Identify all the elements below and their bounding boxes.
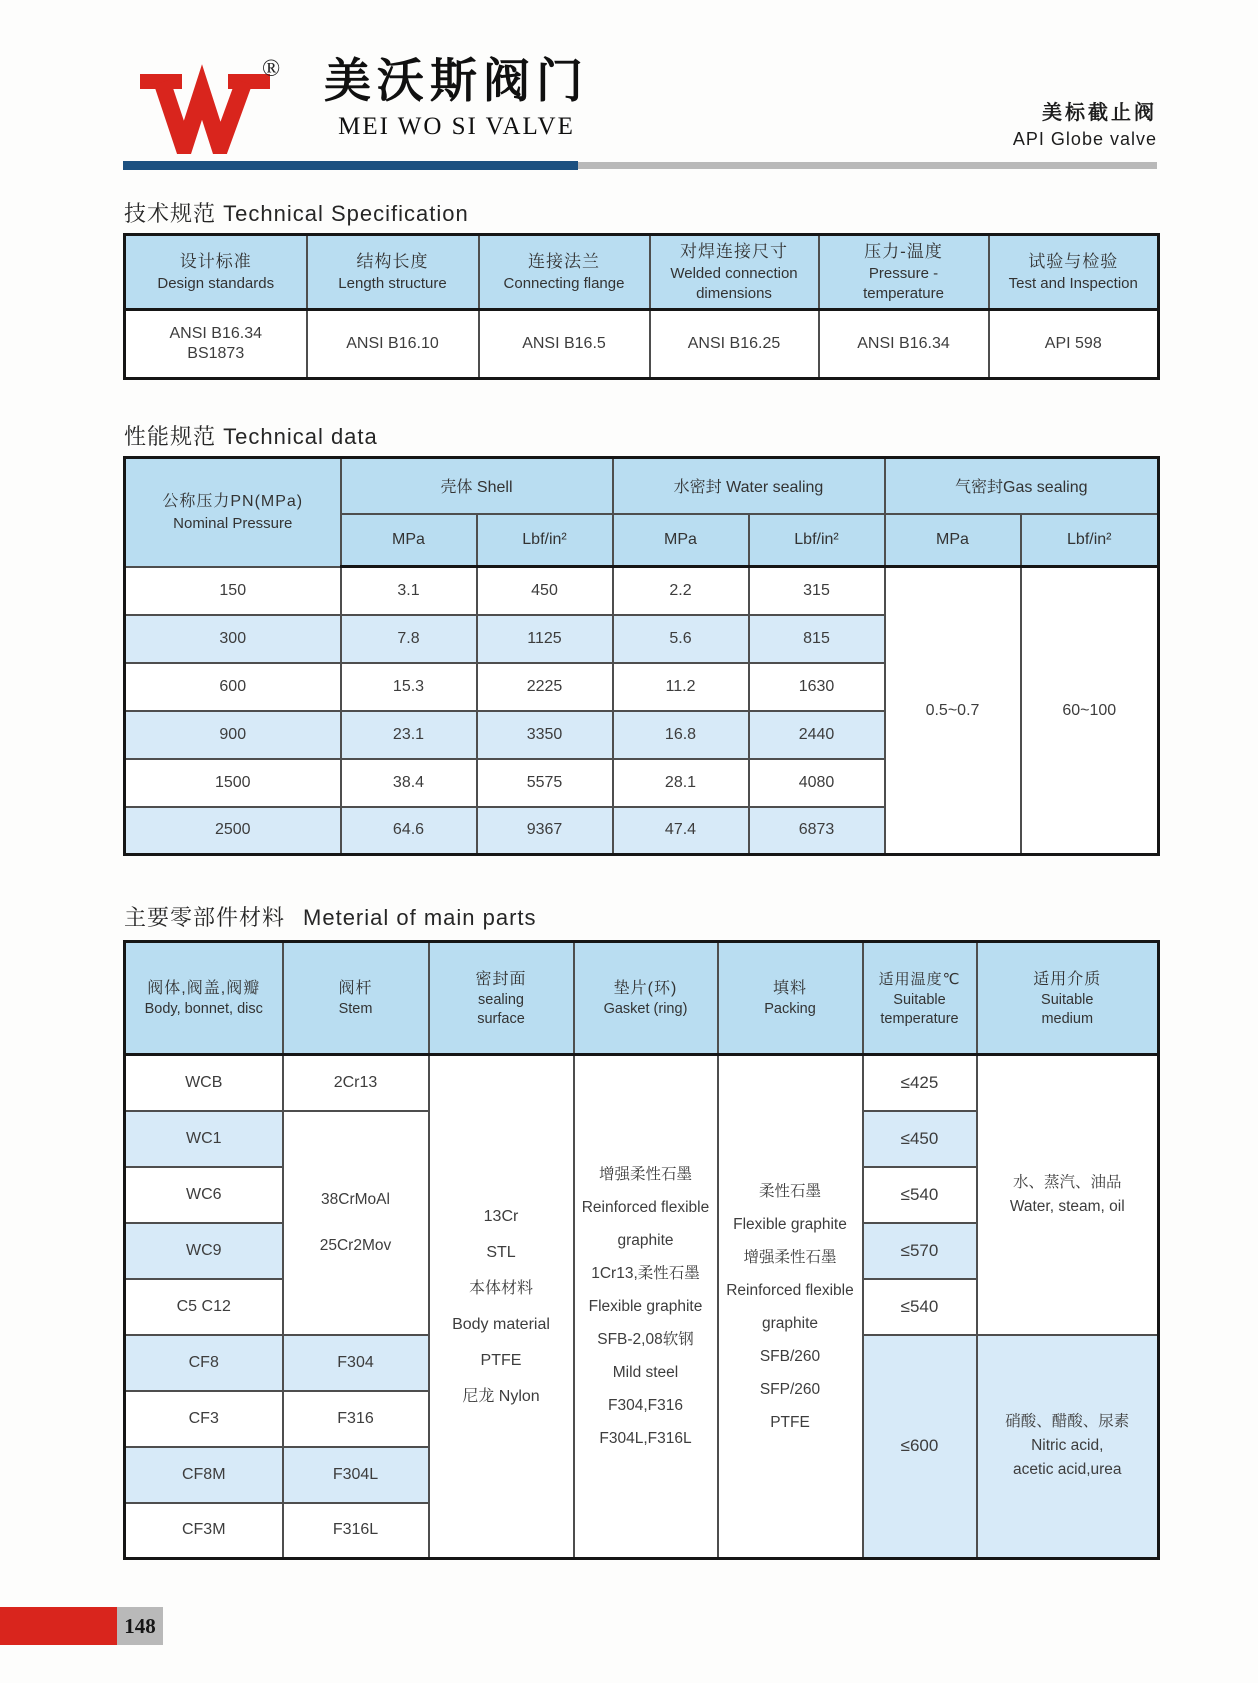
value-line: PTFE [770, 1413, 810, 1431]
technical-data-table [123, 456, 1160, 856]
value-line: F304L,F316L [599, 1430, 692, 1447]
value-line: 38CrMoAl [321, 1190, 390, 1208]
spec-value-pressure-temperature: ANSI B16.34 [819, 310, 989, 379]
cn-label: 连接法兰 [528, 252, 600, 271]
en-label: surface [477, 1010, 525, 1027]
cn-label: 结构长度 [356, 252, 429, 271]
en-label: Length structure [338, 275, 447, 292]
temperature-cell: ≤425 [863, 1055, 977, 1111]
cn-label: 对焊连接尺寸 [680, 242, 788, 261]
medium-merged-cell-bottom [977, 1335, 1159, 1559]
shell-lbf-cell: 3350 [477, 711, 613, 759]
section-title-en: Meterial of main parts [303, 905, 537, 930]
spec-header-welded-connection [650, 235, 819, 310]
value-line: SFB-2,08软钢 [597, 1331, 694, 1348]
shell-lbf-cell: 2225 [477, 663, 613, 711]
cn-label: 阀体,阀盖,阀瓣 [147, 980, 261, 997]
stem-material-cell: 2Cr13 [283, 1055, 429, 1111]
spec-header-test-inspection [989, 235, 1159, 310]
spec-value-row [125, 310, 1159, 379]
pressure-class-cell: 900 [125, 711, 341, 759]
water-mpa-cell: 16.8 [613, 711, 749, 759]
spec-header-design-standards [125, 235, 307, 310]
value-line: Mild steel [612, 1364, 679, 1381]
cn-label: 适用介质 [1033, 970, 1102, 988]
spec-value-length-structure: ANSI B16.10 [307, 310, 479, 379]
perf-unit-shell-lbf: Lbf/in² [477, 514, 613, 567]
value-line: 尼龙 Nylon [462, 1387, 540, 1405]
body-material-cell: C5 C12 [125, 1279, 283, 1335]
temperature-merged-cell: ≤600 [863, 1335, 977, 1559]
cn-label: 公称压力PN(MPa) [162, 493, 304, 511]
en-label: temperature [863, 285, 944, 302]
value-line: 硝酸、醋酸、尿素 [1005, 1413, 1130, 1431]
cn-label: 试验与检验 [1028, 252, 1119, 271]
value-line: 25Cr2Mov [319, 1236, 392, 1254]
table-row [125, 1055, 1159, 1111]
material-header-suitable-medium [977, 942, 1159, 1055]
sealing-surface-merged-cell [429, 1055, 574, 1559]
en-label: Suitable [893, 991, 946, 1008]
value-line: ANSI B16.34 [169, 325, 262, 342]
spec-header-connecting-flange [479, 235, 650, 310]
perf-unit-gas-mpa: MPa [885, 514, 1021, 567]
logo-w-icon [136, 62, 276, 154]
material-header-packing [718, 942, 863, 1055]
body-material-cell: WC9 [125, 1223, 283, 1279]
product-title-cn: 美标截止阀 [1042, 102, 1157, 124]
value-line: 13Cr [483, 1207, 519, 1225]
gas-mpa-merged-cell: 0.5~0.7 [885, 567, 1021, 855]
brand-block [284, 50, 629, 142]
perf-unit-water-mpa: MPa [613, 514, 749, 567]
page-footer [0, 1607, 163, 1645]
value-line: SFP/260 [759, 1380, 821, 1398]
pressure-class-cell: 600 [125, 663, 341, 711]
cn-label: 阀杆 [338, 980, 373, 997]
pressure-class-cell: 1500 [125, 759, 341, 807]
value-line: 增强柔性石墨 [598, 1166, 692, 1183]
spec-header-row [125, 235, 1159, 310]
en-label: Packing [764, 1001, 816, 1017]
water-lbf-cell: 6873 [749, 807, 885, 855]
temperature-cell: ≤450 [863, 1111, 977, 1167]
table-row [125, 567, 1159, 615]
value-line: Flexible graphite [588, 1298, 703, 1315]
footer-red-bar [0, 1607, 117, 1645]
body-material-cell: CF3M [125, 1503, 283, 1559]
spec-header-pressure-temperature [819, 235, 989, 310]
gasket-merged-cell [574, 1055, 718, 1559]
divider-gray-bar [578, 162, 1157, 169]
value-line: Reinforced flexible [581, 1199, 710, 1216]
product-title-en: API Globe valve [1012, 129, 1157, 149]
shell-mpa-cell: 64.6 [341, 807, 477, 855]
section-title-cn: 主要零部件材料 [124, 905, 286, 930]
section-title-technical-specification: 技术规范 Technical Specification [124, 201, 469, 226]
en-label: Welded connection [670, 265, 798, 282]
en-label: Design standards [157, 275, 275, 292]
perf-group-gas-sealing: 气密封Gas sealing [885, 458, 1159, 514]
body-material-cell: CF8 [125, 1335, 283, 1391]
material-header-row [125, 942, 1159, 1055]
en-label: Suitable [1041, 991, 1094, 1008]
header-divider [123, 161, 1157, 170]
water-lbf-cell: 4080 [749, 759, 885, 807]
value-line: STL [486, 1243, 516, 1261]
water-lbf-cell: 315 [749, 567, 885, 615]
spec-value-welded-connection: ANSI B16.25 [650, 310, 819, 379]
spec-value-test-inspection: API 598 [989, 310, 1159, 379]
medium-merged-cell-top [977, 1055, 1159, 1335]
value-line: 水、蒸汽、油品 [1012, 1173, 1122, 1191]
en-label: Stem [338, 1001, 373, 1017]
shell-mpa-cell: 38.4 [341, 759, 477, 807]
perf-unit-gas-lbf: Lbf/in² [1021, 514, 1159, 567]
perf-unit-water-lbf: Lbf/in² [749, 514, 885, 567]
section-title-technical-data: 性能规范 Technical data [124, 424, 378, 449]
material-header-body [125, 942, 283, 1055]
material-header-stem [283, 942, 429, 1055]
en-label: Nominal Pressure [173, 515, 293, 533]
stem-material-cell: F316 [283, 1391, 429, 1447]
temperature-cell: ≤570 [863, 1223, 977, 1279]
water-mpa-cell: 2.2 [613, 567, 749, 615]
page-number: 148 [117, 1607, 163, 1645]
shell-mpa-cell: 7.8 [341, 615, 477, 663]
material-table [123, 940, 1160, 1560]
cn-label: 压力-温度 [864, 242, 943, 261]
temperature-cell: ≤540 [863, 1279, 977, 1335]
spec-value-connecting-flange: ANSI B16.5 [479, 310, 650, 379]
perf-group-header-row [125, 458, 1159, 514]
shell-lbf-cell: 450 [477, 567, 613, 615]
en-label: Gasket (ring) [603, 1001, 688, 1017]
value-line: PTFE [480, 1351, 522, 1369]
value-line: graphite [761, 1314, 818, 1332]
cn-label: 适用温度℃ [878, 970, 961, 988]
water-lbf-cell: 2440 [749, 711, 885, 759]
en-label: medium [1041, 1010, 1094, 1027]
en-label: Body, bonnet, disc [144, 1001, 263, 1017]
perf-unit-shell-mpa: MPa [341, 514, 477, 567]
stem-material-cell: F304L [283, 1447, 429, 1503]
value-line: Body material [452, 1315, 550, 1333]
shell-mpa-cell: 15.3 [341, 663, 477, 711]
value-line: Nitric acid, [1031, 1437, 1104, 1455]
technical-specification-table [123, 233, 1160, 380]
en-label: temperature [880, 1010, 959, 1027]
cn-label: 密封面 [475, 970, 527, 988]
spec-header-length-structure [307, 235, 479, 310]
stem-material-cell: F316L [283, 1503, 429, 1559]
material-header-suitable-temperature [863, 942, 977, 1055]
value-line: Flexible graphite [733, 1215, 847, 1233]
body-material-cell: CF3 [125, 1391, 283, 1447]
en-label: Connecting flange [503, 275, 625, 292]
water-lbf-cell: 815 [749, 615, 885, 663]
water-mpa-cell: 5.6 [613, 615, 749, 663]
value-line: 1Cr13,柔性石墨 [591, 1265, 700, 1282]
registered-trademark-icon: ® [262, 56, 281, 82]
stem-material-cell: F304 [283, 1335, 429, 1391]
shell-mpa-cell: 3.1 [341, 567, 477, 615]
body-material-cell: WCB [125, 1055, 283, 1111]
water-mpa-cell: 47.4 [613, 807, 749, 855]
value-line: SFB/260 [759, 1347, 821, 1365]
temperature-cell: ≤540 [863, 1167, 977, 1223]
shell-lbf-cell: 5575 [477, 759, 613, 807]
pressure-class-cell: 150 [125, 567, 341, 615]
water-mpa-cell: 11.2 [613, 663, 749, 711]
perf-header-nominal-pressure [125, 458, 341, 567]
en-label: dimensions [696, 285, 772, 302]
value-line: Reinforced flexible [726, 1281, 854, 1299]
brand-logo [136, 56, 286, 158]
cn-label: 填料 [772, 980, 807, 997]
material-header-sealing-surface [429, 942, 574, 1055]
pressure-class-cell: 2500 [125, 807, 341, 855]
value-line: graphite [617, 1232, 674, 1249]
material-header-gasket [574, 942, 718, 1055]
brand-name-en: MEI WO SI VALVE [338, 113, 575, 140]
value-line: 柔性石墨 [758, 1182, 821, 1200]
value-line: BS1873 [187, 345, 245, 362]
value-line: 增强柔性石墨 [743, 1248, 837, 1266]
value-line: F304,F316 [608, 1397, 683, 1414]
cn-label: 设计标准 [179, 252, 252, 271]
product-title-block [1013, 100, 1157, 152]
shell-mpa-cell: 23.1 [341, 711, 477, 759]
perf-group-shell: 壳体 Shell [341, 458, 613, 514]
packing-merged-cell [718, 1055, 863, 1559]
shell-lbf-cell: 1125 [477, 615, 613, 663]
en-label: Test and Inspection [1008, 275, 1138, 292]
shell-lbf-cell: 9367 [477, 807, 613, 855]
divider-blue-bar [123, 161, 578, 170]
brand-name-cn: 美沃斯阀门 [324, 54, 589, 107]
perf-group-water-sealing: 水密封 Water sealing [613, 458, 885, 514]
en-label: Pressure - [868, 265, 939, 282]
section-title-material-of-main-parts [124, 901, 537, 932]
en-label: sealing [478, 991, 524, 1008]
stem-material-merged-cell [283, 1111, 429, 1335]
cn-label: 垫片(环) [613, 980, 678, 997]
value-line: 本体材料 [468, 1279, 533, 1297]
value-line: Water, steam, oil [1009, 1197, 1125, 1215]
water-lbf-cell: 1630 [749, 663, 885, 711]
value-line: acetic acid,urea [1012, 1461, 1122, 1479]
pressure-class-cell: 300 [125, 615, 341, 663]
gas-lbf-merged-cell: 60~100 [1021, 567, 1159, 855]
body-material-cell: CF8M [125, 1447, 283, 1503]
body-material-cell: WC1 [125, 1111, 283, 1167]
body-material-cell: WC6 [125, 1167, 283, 1223]
spec-value-design-standards [125, 310, 307, 379]
water-mpa-cell: 28.1 [613, 759, 749, 807]
